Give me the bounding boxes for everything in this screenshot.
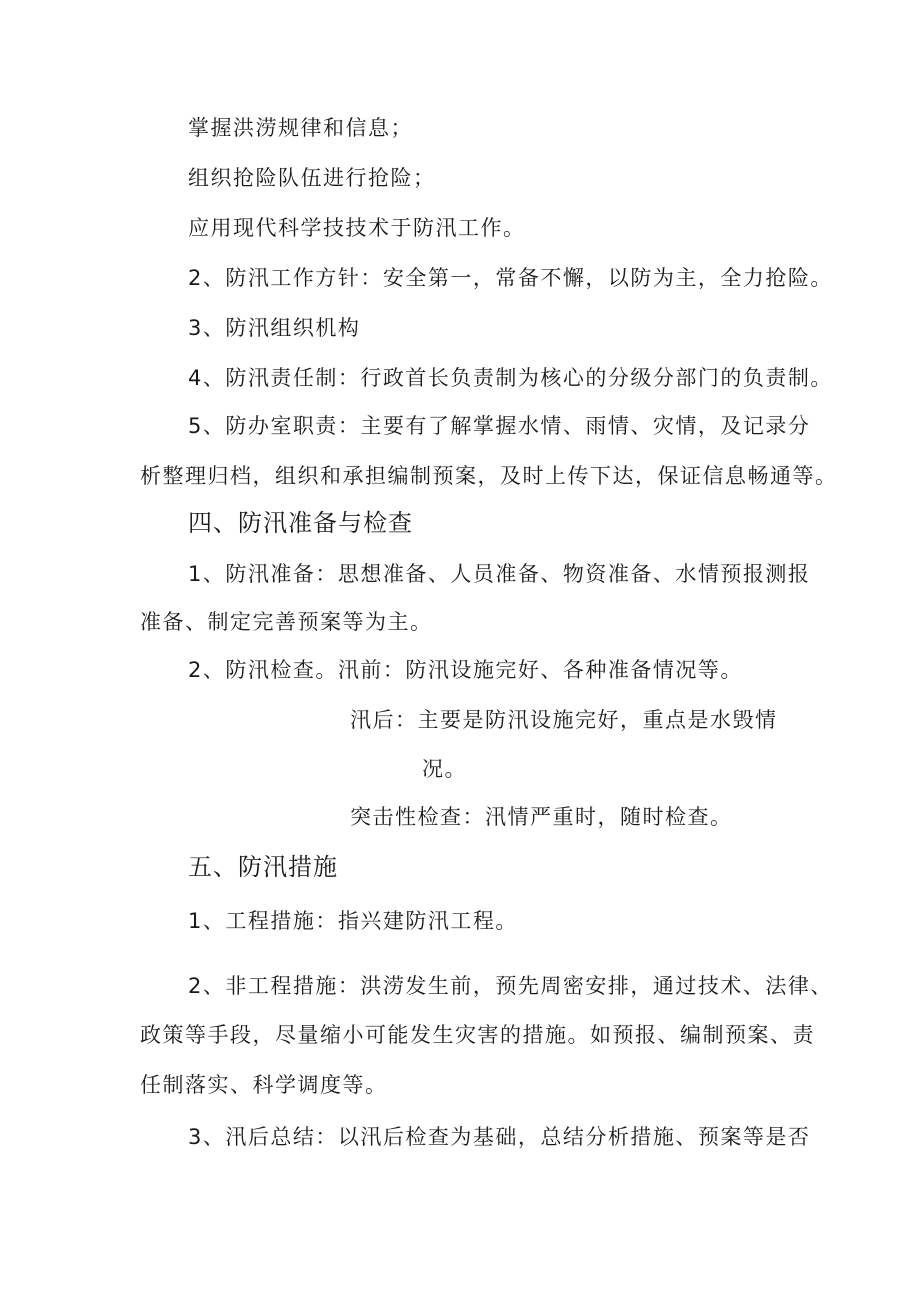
paragraph-line: 析整理归档，组织和承担编制预案，及时上传下达，保证信息畅通等。 (140, 464, 838, 488)
section-heading: 四、防汛准备与检查 (188, 509, 413, 537)
paragraph-line: 2、防汛工作方针：安全第一，常备不懈，以防为主，全力抢险。 (188, 266, 833, 290)
paragraph-line: 汛后：主要是防汛设施完好，重点是水毁情 (350, 708, 778, 732)
paragraph-line: 组织抢险队伍进行抢险； (188, 166, 436, 190)
paragraph-line: 3、汛后总结：以汛后检查为基础，总结分析措施、预案等是否 (188, 1125, 811, 1149)
paragraph-line: 况。 (422, 757, 467, 781)
paragraph-line: 5、防办室职责：主要有了解掌握水情、雨情、灾情，及记录分 (188, 414, 811, 438)
paragraph-line: 4、防汛责任制：行政首长负责制为核心的分级分部门的负责制。 (188, 366, 833, 390)
paragraph-line: 2、防汛检查。汛前：防汛设施完好、各种准备情况等。 (188, 658, 743, 682)
paragraph-line: 任制落实、科学调度等。 (140, 1073, 388, 1097)
paragraph-line: 掌握洪涝规律和信息； (188, 116, 413, 140)
paragraph-line: 3、防汛组织机构 (188, 316, 361, 340)
section-heading: 五、防汛措施 (188, 853, 338, 881)
paragraph-line: 1、工程措施：指兴建防汛工程。 (188, 909, 518, 933)
paragraph-line: 突击性检查：汛情严重时，随时检查。 (350, 805, 733, 829)
paragraph-line: 政策等手段，尽量缩小可能发生灾害的措施。如预报、编制预案、责 (140, 1023, 815, 1047)
paragraph-line: 准备、制定完善预案等为主。 (140, 610, 433, 634)
paragraph-line: 1、防汛准备：思想准备、人员准备、物资准备、水情预报测报 (188, 562, 811, 586)
paragraph-line: 2、非工程措施：洪涝发生前，预先周密安排，通过技术、法律、 (188, 974, 833, 998)
paragraph-line: 应用现代科学技技术于防汛工作。 (188, 216, 526, 240)
